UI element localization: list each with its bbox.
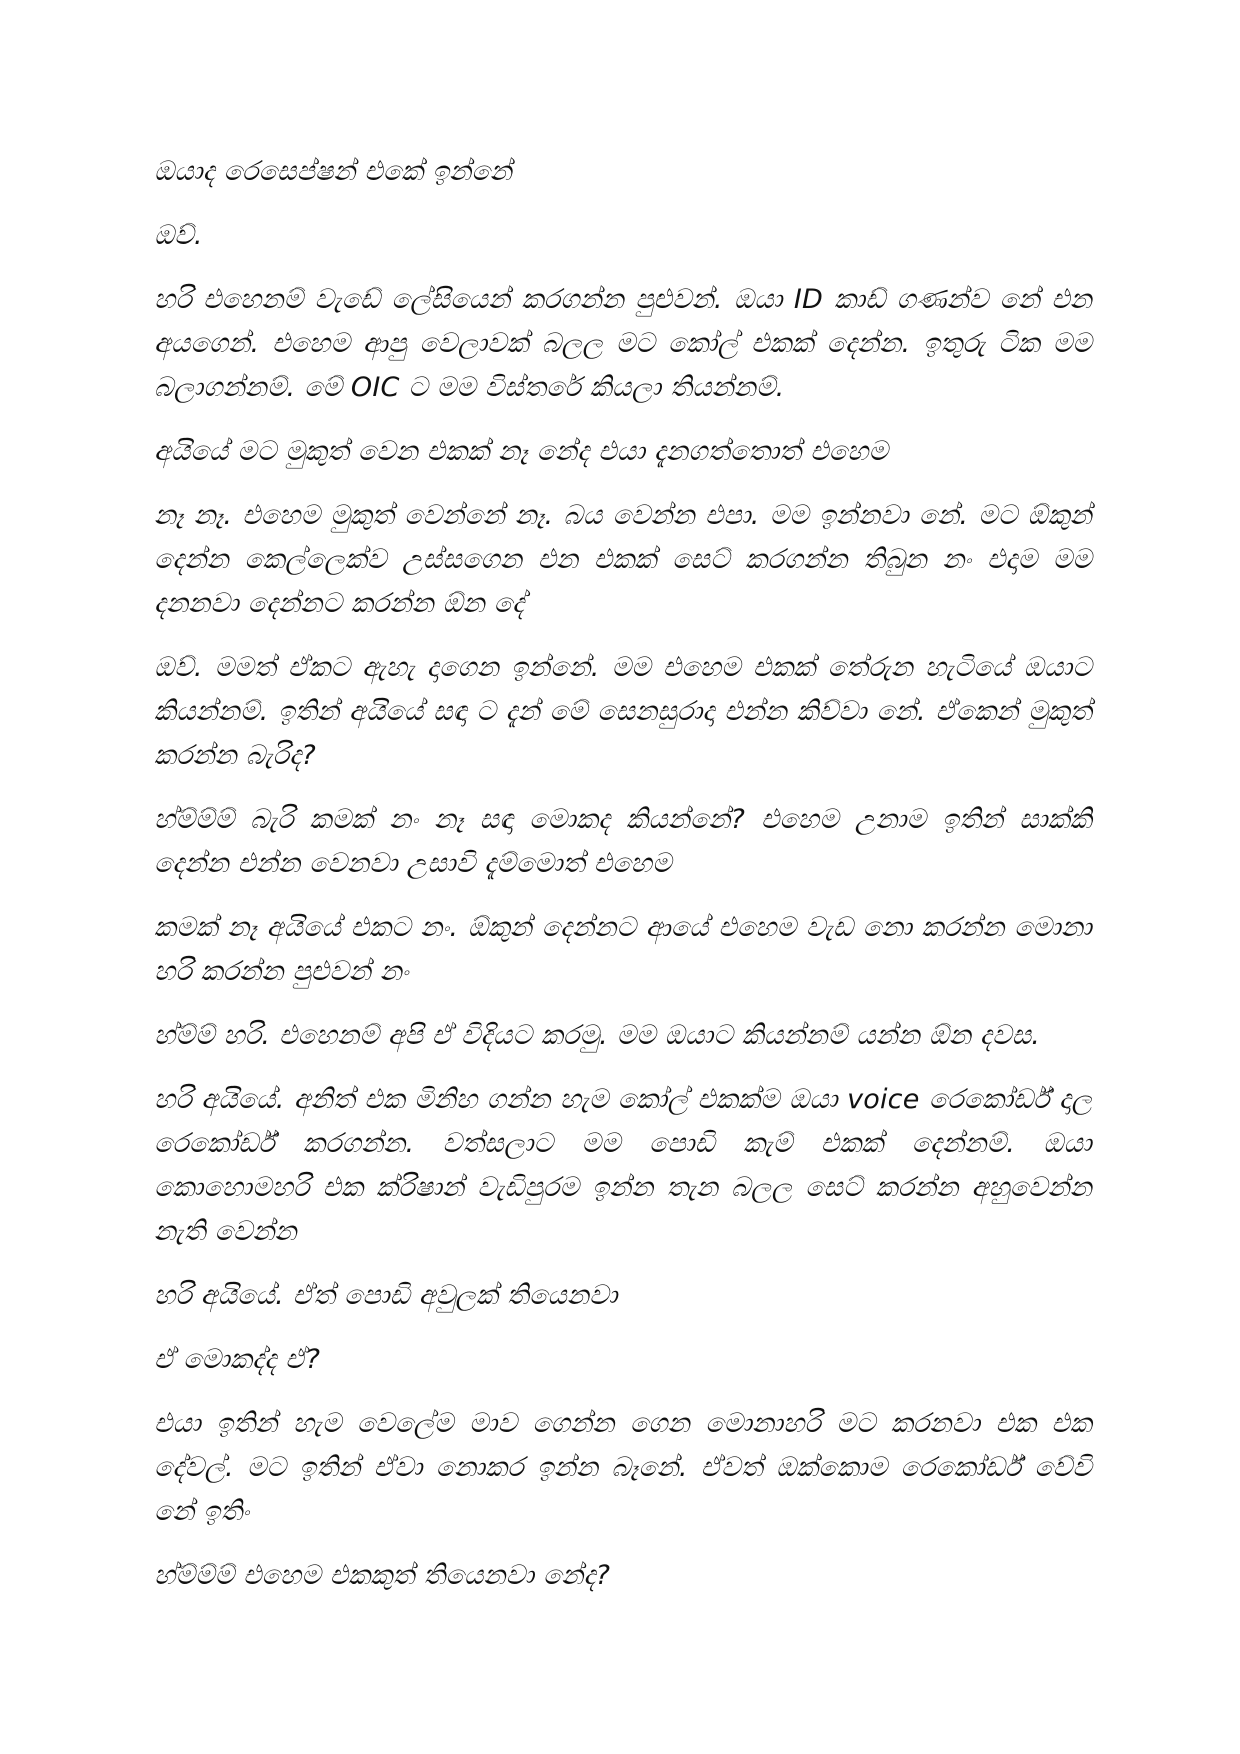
paragraph: ඒ මොකද්ද ඒ? [154, 1344, 321, 1375]
paragraph: හ්ම්ම් හරි. එහෙනම් අපි ඒ විදියට කරමු. මම ඔයාට කියන්නම් යන්න ඕන දවස. [154, 1020, 1041, 1051]
paragraph: හරි අයියේ. ඒත් පොඩි අවුලක් තියෙනවා [154, 1280, 618, 1311]
paragraph: ඔයාද රෙසෙප්ෂන් එකේ ඉන්නේ [154, 156, 512, 187]
paragraph: එයා ඉතින් හැම වෙලේම මාව ගෙන්න ගෙන මොනාහරි මට කරනවා එක එක දේවල්. මට ඉතින් ඒවා නොකර ඉන්න බෑනේ. ඒවත් ඔක්කොම රෙකෝර්ඩ් වේවි නේ ඉතිං [154, 1408, 1092, 1527]
paragraph: ඔව්. [154, 220, 203, 251]
paragraph: හරි අයියේ. අනිත් එක මිනිහ ගන්න හැම කෝල් එකක්ම ඔයා voice රෙකෝර්ඩ් දාල රෙකෝර්ඩ් කරගන්න. වත්සලාට මම පොඩි කැම් එකක් දෙන්නම්. ඔයා කොහොමහරි එක ක්රිෂාන් වැඩිපුරම ඉන්න තැන බලල සෙට් කරන්න අහුවෙන්න නැති වෙන්න [154, 1084, 1092, 1247]
paragraph: හ්ම්ම්ම් බැරි කමක් නං නෑ සඳා මොකද කියන්නේ? එහෙම උනාම ඉතින් සාක්කි දෙන්න එන්න වෙනවා උසාවි දැම්මොත් එහෙම [154, 804, 1092, 879]
paragraph: අයියේ මට මුකුත් වෙන එකක් නෑ නේද එයා දැනගත්තොත් එහෙම [154, 436, 889, 467]
paragraph: හ්ම්ම්ම් එහෙම එකකුත් තියෙනවා නේද? [154, 1560, 611, 1591]
paragraph: නෑ නෑ. එහෙම මුකුත් වෙන්නේ නෑ. බය වෙන්න එපා. මම ඉන්නවා නේ. මට ඕකුන් දෙන්න කෙල්ලෙක්ව උස්සගෙන එන එකක් සෙට් කරගන්න තිබුන නං එදාම මම දනනවා දෙන්නට කරන්න ඕන දේ [154, 500, 1092, 619]
paragraph: ඔව්. මමත් ඒකට ඇහැ දාගෙන ඉන්නේ. මම එහෙම එකක් තේරුන හැටියේ ඔයාට කියන්නම්. ඉතින් අයියේ සඳා ට දැන් මේ සෙනසුරාදා එන්න කිව්වා නේ. ඒකෙන් මුකුත් කරන්න බැරිද? [154, 652, 1092, 771]
document-body [154, 150, 1092, 1618]
paragraph: කමක් නෑ අයියේ එකට නං. ඕකුන් දෙන්නට ආයේ එහෙම වැඩ නො කරන්න මොනා හරි කරන්න පුළුවන් නං [154, 912, 1092, 987]
paragraph: හරි එහෙනම් වැඩේ ලේසියෙන් කරගන්න පුළුවන්. ඔයා ID කාඩ් ගණන්ව නේ එන අයගෙන්. එහෙම ආපු වෙලාවක් බලල මට කෝල් එකක් දෙන්න. ඉතුරු ටික මම බලාගන්නම්. මේ OIC ට මම විස්තරේ කියලා තියන්නම්. [154, 284, 1092, 403]
